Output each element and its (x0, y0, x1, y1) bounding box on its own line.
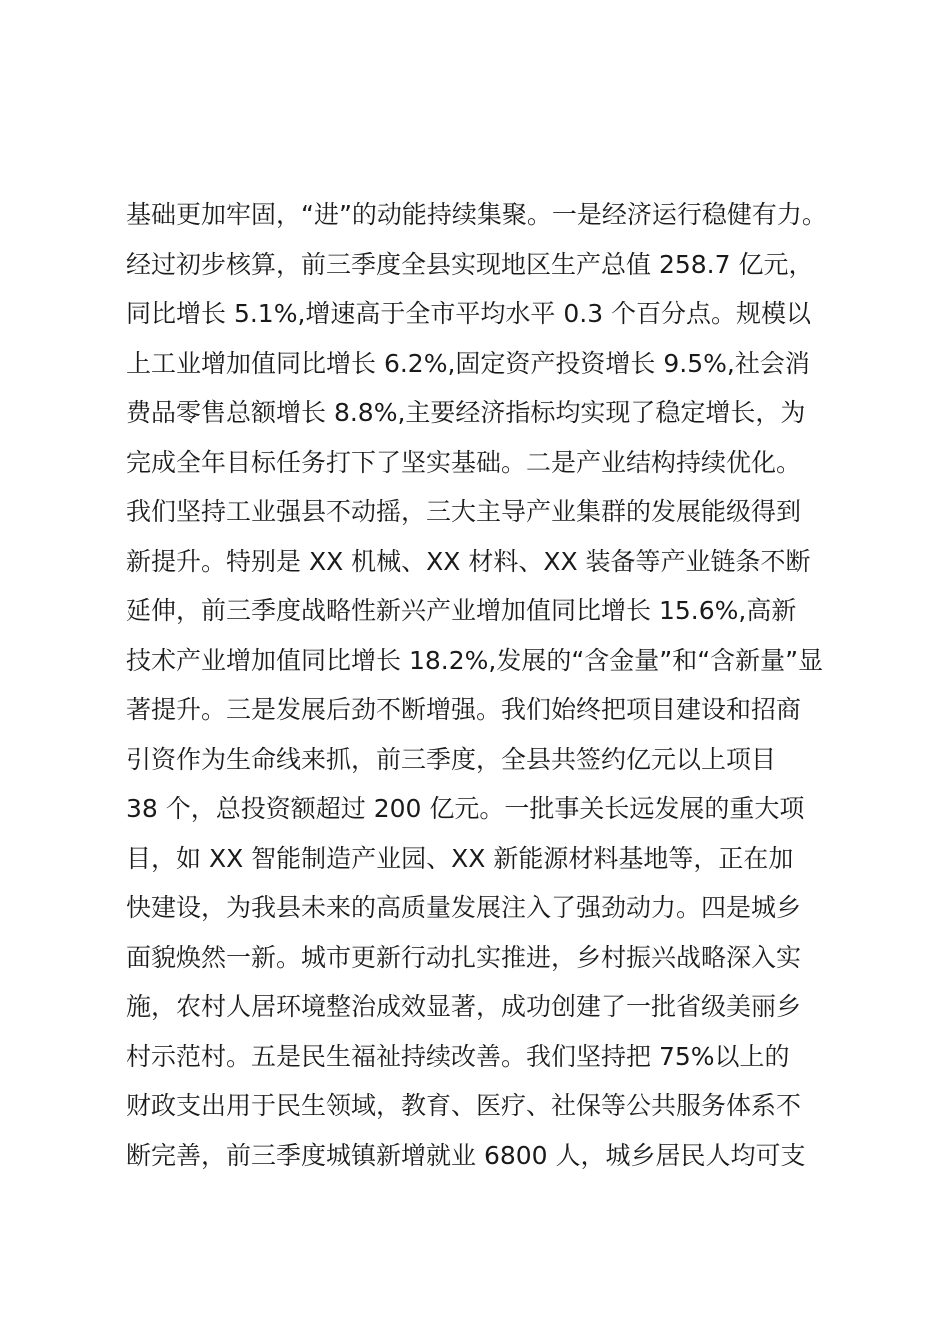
text-line: 完成全年目标任务打下了坚实基础。二是产业结构持续优化。 (126, 447, 802, 477)
text-line: 同比增长 5.1%,增速高于全市平均水平 0.3 个百分点。规模以 (126, 299, 812, 328)
text-line: 延伸，前三季度战略性新兴产业增加值同比增长 15.6%,高新 (126, 596, 797, 625)
text-line: 技术产业增加值同比增长 18.2%,发展的“含金量”和“含新量”显 (126, 645, 824, 675)
text-line: 施，农村人居环境整治成效显著，成功创建了一批省级美丽乡 (126, 992, 802, 1021)
text-line: 村示范村。五是民生福祉持续改善。我们坚持把 75%以上的 (126, 1041, 790, 1071)
text-line: 上工业增加值同比增长 6.2%,固定资产投资增长 9.5%,社会消 (126, 348, 810, 378)
text-line: 财政支出用于民生领域，教育、医疗、社保等公共服务体系不 (126, 1091, 802, 1120)
text-line: 38 个，总投资额超过 200 亿元。一批事关长远发展的重大项 (126, 794, 805, 823)
text-line: 费品零售总额增长 8.8%,主要经济指标均实现了稳定增长，为 (126, 398, 806, 427)
text-line: 断完善，前三季度城镇新增就业 6800 人，城乡居民人均可支 (126, 1140, 806, 1170)
text-line: 快建设，为我县未来的高质量发展注入了强劲动力。四是城乡 (126, 893, 802, 922)
text-line: 我们坚持工业强县不动摇，三大主导产业集群的发展能级得到 (126, 497, 802, 526)
text-line: 引资作为生命线来抓，前三季度，全县共签约亿元以上项目 (126, 744, 777, 774)
text-line: 著提升。三是发展后劲不断增强。我们始终把项目建设和招商 (126, 695, 802, 724)
text-line: 经过初步核算，前三季度全县实现地区生产总值 258.7 亿元， (126, 249, 814, 279)
text-line: 目，如 XX 智能制造产业园、XX 新能源材料基地等，正在加 (126, 843, 794, 873)
text-line: 新提升。特别是 XX 机械、XX 材料、XX 装备等产业链条不断 (126, 546, 811, 576)
body-paragraph (126, 190, 846, 1180)
text-line: 面貌焕然一新。城市更新行动扎实推进，乡村振兴战略深入实 (126, 942, 802, 972)
text-line: 基础更加牢固，“进”的动能持续集聚。一是经济运行稳健有力。 (126, 200, 827, 229)
